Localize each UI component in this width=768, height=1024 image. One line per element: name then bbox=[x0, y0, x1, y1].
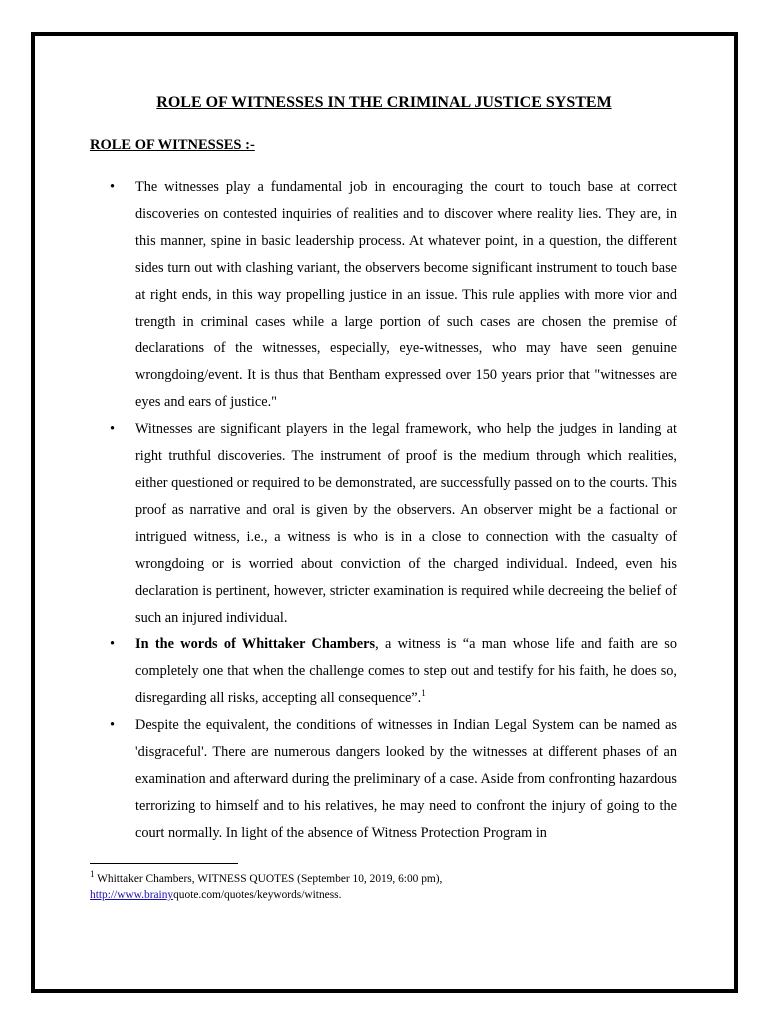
footnote-number: 1 bbox=[90, 869, 95, 880]
bullet-text: Despite the equivalent, the conditions of witnesses in Indian Legal System can be named as 'disgraceful'. There are numerous dangers looked by the witnesses at different phases of an examination and afterward during the preliminary of a case. Aside from confronting hazardous terrorizing to himself and to his relatives, he may need to confront the injury of going to the court normally. In light of the absence of Witness Protection Program in bbox=[135, 717, 677, 841]
bullet-dot-icon: • bbox=[110, 179, 116, 195]
section-heading: ROLE OF WITNESSES :- bbox=[90, 137, 255, 153]
bullet-list bbox=[90, 174, 677, 847]
footnote bbox=[90, 871, 690, 903]
footnote-separator bbox=[90, 863, 238, 864]
footnote-link-rest: quote.com/quotes/keywords/witness bbox=[173, 889, 339, 901]
bullet-text: The witnesses play a fundamental job in encouraging the court to touch base at correct discoveries on contested inquiries of realities and to discover where reality lies. They are, in this manner, spine in basic leadership process. At whatever point, in a question, the different sides turn out with clashing variant, the observers become significant instrument to touch base at right ends, in this way propelling justice in an issue. This rule applies with more vior and trength in criminal cases while a large portion of such cases are chosen the premise of declarations of the witnesses, especially, eye-witnesses, who may have seen genuine wrongdoing/event. It is thus that Bentham expressed over 150 years prior that "witnesses are eyes and ears of justice." bbox=[135, 179, 677, 411]
footnote-reference[interactable]: 1 bbox=[421, 688, 426, 699]
bullet-dot-icon: • bbox=[110, 636, 116, 653]
bullet-dot-icon: • bbox=[110, 421, 116, 438]
bullet-text: , a witness is “a man whose life and faith are so completely one that when the challenge comes to step out and testify for his faith, he does so, disregarding all risks, accepting all consequence”. bbox=[135, 636, 677, 707]
footnote-trailing: . bbox=[338, 889, 342, 901]
document-title: ROLE OF WITNESSES IN THE CRIMINAL JUSTICE SYSTEM bbox=[156, 94, 612, 111]
bullet-item-4 bbox=[90, 712, 677, 847]
footnote-text: Whittaker Chambers, WITNESS QUOTES (September 10, 2019, 6:00 pm), bbox=[94, 873, 443, 885]
footnote-link[interactable]: http://www.brainy bbox=[90, 889, 174, 901]
bullet-item-1 bbox=[90, 174, 677, 416]
bullet-item-3 bbox=[90, 631, 677, 712]
bullet-item-2 bbox=[90, 416, 677, 631]
bullet-bold-lead: In the words of Whittaker Chambers bbox=[135, 636, 376, 653]
bullet-dot-icon: • bbox=[110, 717, 116, 734]
bullet-text: Witnesses are significant players in the legal framework, who help the judges in landing at right truthful discoveries. The instrument of proof is the medium through which realities, either questioned or required to be demonstrated, are successfully passed on to the courts. This proof as narrative and oral is given by the observers. An observer might be a factional or intrigued witness, i.e., a witness is who is in a close to connection with the casualty of wrongdoing or is worried about conviction of the charged individual. Indeed, even his declaration is pertinent, however, stricter examination is required while decreeing the belief of such an injured individual. bbox=[135, 421, 677, 626]
